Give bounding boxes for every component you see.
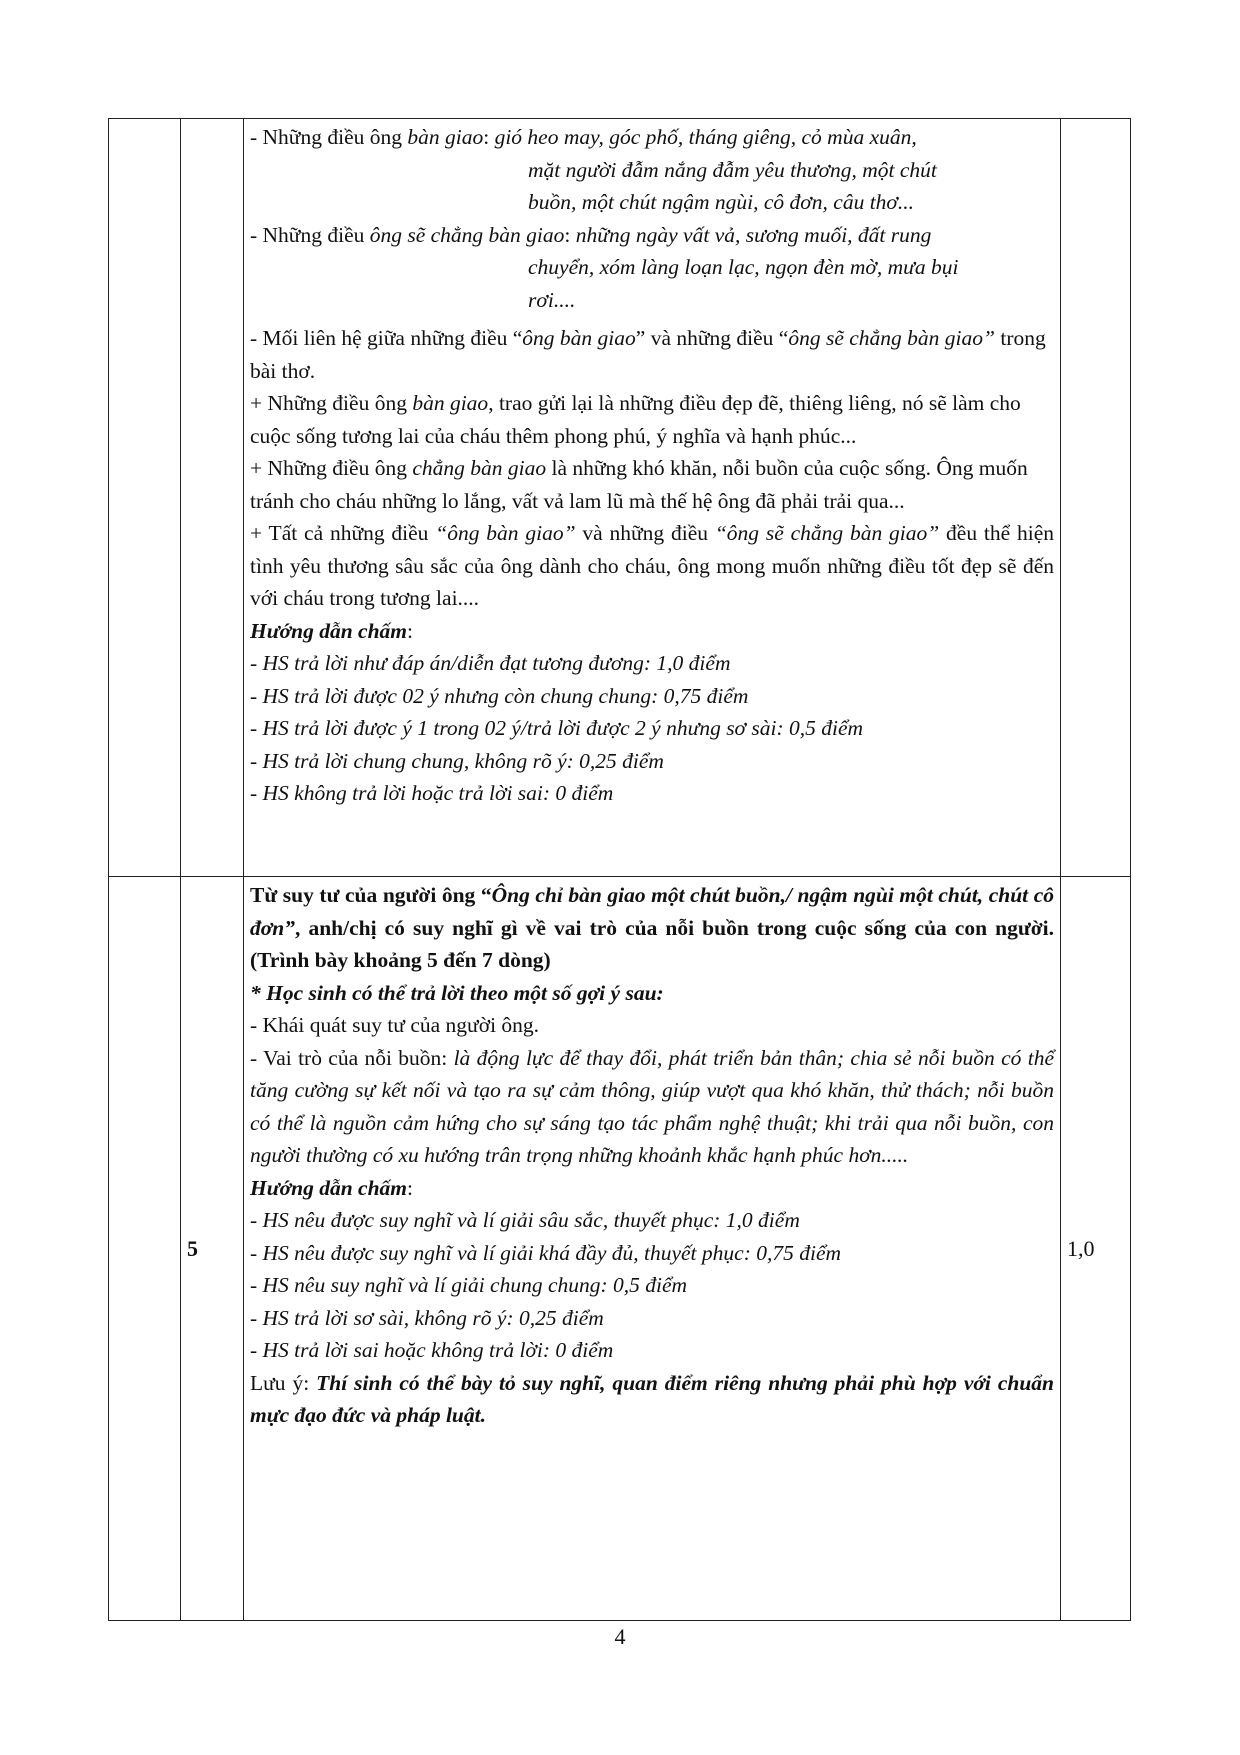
suggestion-line: - Khái quát suy tư của người ông.	[250, 1013, 540, 1037]
suggestion-role-of-sadness: - Vai trò của nỗi buồn: là động lực để thay đổi, phát triển bản thân; chia sẻ nỗi buồn có thể tăng cường sự kết nối và tạo ra sự cảm thông, giúp vượt qua khó khăn, thử thách; nỗi buồn có thể là nguồn cảm hứng cho sự sáng tạo tác phẩm nghệ thuật; khi trải qua nỗi buồn, con người thường có xu hướng trân trọng những khoảnh khắc hạnh phúc hơn.....	[250, 1045, 1054, 1167]
answer-content	[244, 119, 1060, 810]
given-items-line: - Những điều ông bàn giao: gió heo may, góc phố, tháng giêng, cỏ mùa xuân,	[250, 125, 917, 149]
grading-criterion: - HS trả lời như đáp án/diễn đạt tương đương: 1,0 điểm	[250, 651, 731, 675]
grading-criterion: - HS trả lời sơ sài, không rõ ý: 0,25 điểm	[250, 1305, 604, 1330]
question-number: 5	[181, 877, 244, 1621]
not-given-items-line: - Những điều ông sẽ chẳng bàn giao: những ngày vất vả, sương muối, đất rung	[250, 222, 932, 247]
part-cell	[109, 877, 181, 1621]
grading-criterion: - HS nêu được suy nghĩ và lí giải sâu sắc, thuyết phục: 1,0 điểm	[250, 1208, 800, 1232]
hint-heading: * Học sinh có thể trả lời theo một số gợi ý sau:	[250, 980, 664, 1005]
not-given-items-continuation: chuyển, xóm làng loạn lạc, ngọn đèn mờ, mưa bụi rơi....	[528, 255, 959, 312]
grading-criterion: - HS trả lời được ý 1 trong 02 ý/trả lời được 2 ý nhưng sơ sài: 0,5 điểm	[250, 716, 864, 740]
question-number-cell	[181, 119, 244, 877]
point-all: + Tất cả những điều “ông bàn giao” và những điều “ông sẽ chẳng bàn giao” đều thể hiện tình yêu thương sâu sắc của ông dành cho cháu, ông mong muốn những điều tốt đẹp sẽ đến với cháu trong tương lai....	[250, 521, 1055, 610]
given-items-continuation: mặt người đẫm nắng đẫm yêu thương, một chút buồn, một chút ngậm ngùi, cô đơn, câu thơ...	[528, 157, 937, 214]
grading-criterion: - HS không trả lời hoặc trả lời sai: 0 điểm	[250, 781, 614, 805]
point-given: + Những điều ông bàn giao, trao gửi lại là những điều đẹp đẽ, thiêng liêng, nó sẽ làm cho cuộc sống tương lai của cháu thêm phong phú, ý nghĩa và hạnh phúc...	[250, 391, 1021, 448]
part-cell	[109, 119, 181, 877]
grading-guide-title: Hướng dẫn chấm:	[250, 618, 414, 643]
grading-criterion: - HS trả lời được 02 ý nhưng còn chung chung: 0,75 điểm	[250, 683, 749, 708]
point-not-given: + Những điều ông chẳng bàn giao là những khó khăn, nỗi buồn của cuộc sống. Ông muốn tránh cho cháu những lo lắng, vất vả lam lũ mà thế hệ ông đã phải trải qua...	[250, 456, 1028, 513]
answer-cell	[244, 119, 1061, 877]
page-number: 4	[614, 1624, 626, 1649]
grading-table	[108, 118, 1131, 1621]
table-row	[109, 877, 1131, 1621]
answer-cell	[244, 877, 1061, 1621]
question-prompt: Từ suy tư của người ông “Ông chỉ bàn giao một chút buồn,/ ngậm ngùi một chút, chút cô đơn”, anh/chị có suy nghĩ gì về vai trò của nỗi buồn trong cuộc sống của con người. (Trình bày khoảng 5 đến 7 dòng)	[250, 883, 1054, 972]
table-row	[109, 119, 1131, 877]
answer-content	[244, 877, 1060, 1432]
grading-guide-title: Hướng dẫn chấm:	[250, 1175, 414, 1200]
relationship-heading: - Mối liên hệ giữa những điều “ông bàn giao” và những điều “ông sẽ chẳng bàn giao” trong bài thơ.	[250, 326, 1046, 383]
grading-criterion: - HS trả lời chung chung, không rõ ý: 0,25 điểm	[250, 748, 664, 773]
grading-criterion: - HS trả lời sai hoặc không trả lời: 0 điểm	[250, 1338, 614, 1362]
grading-criterion: - HS nêu suy nghĩ và lí giải chung chung: 0,5 điểm	[250, 1273, 688, 1297]
note: Lưu ý: Thí sinh có thể bày tỏ suy nghĩ, quan điểm riêng nhưng phải phù hợp với chuẩn mực đạo đức và pháp luật.	[250, 1370, 1054, 1427]
score-value: 1,0	[1061, 877, 1131, 1621]
grading-criterion: - HS nêu được suy nghĩ và lí giải khá đầy đủ, thuyết phục: 0,75 điểm	[250, 1240, 842, 1265]
score-cell	[1061, 119, 1131, 877]
